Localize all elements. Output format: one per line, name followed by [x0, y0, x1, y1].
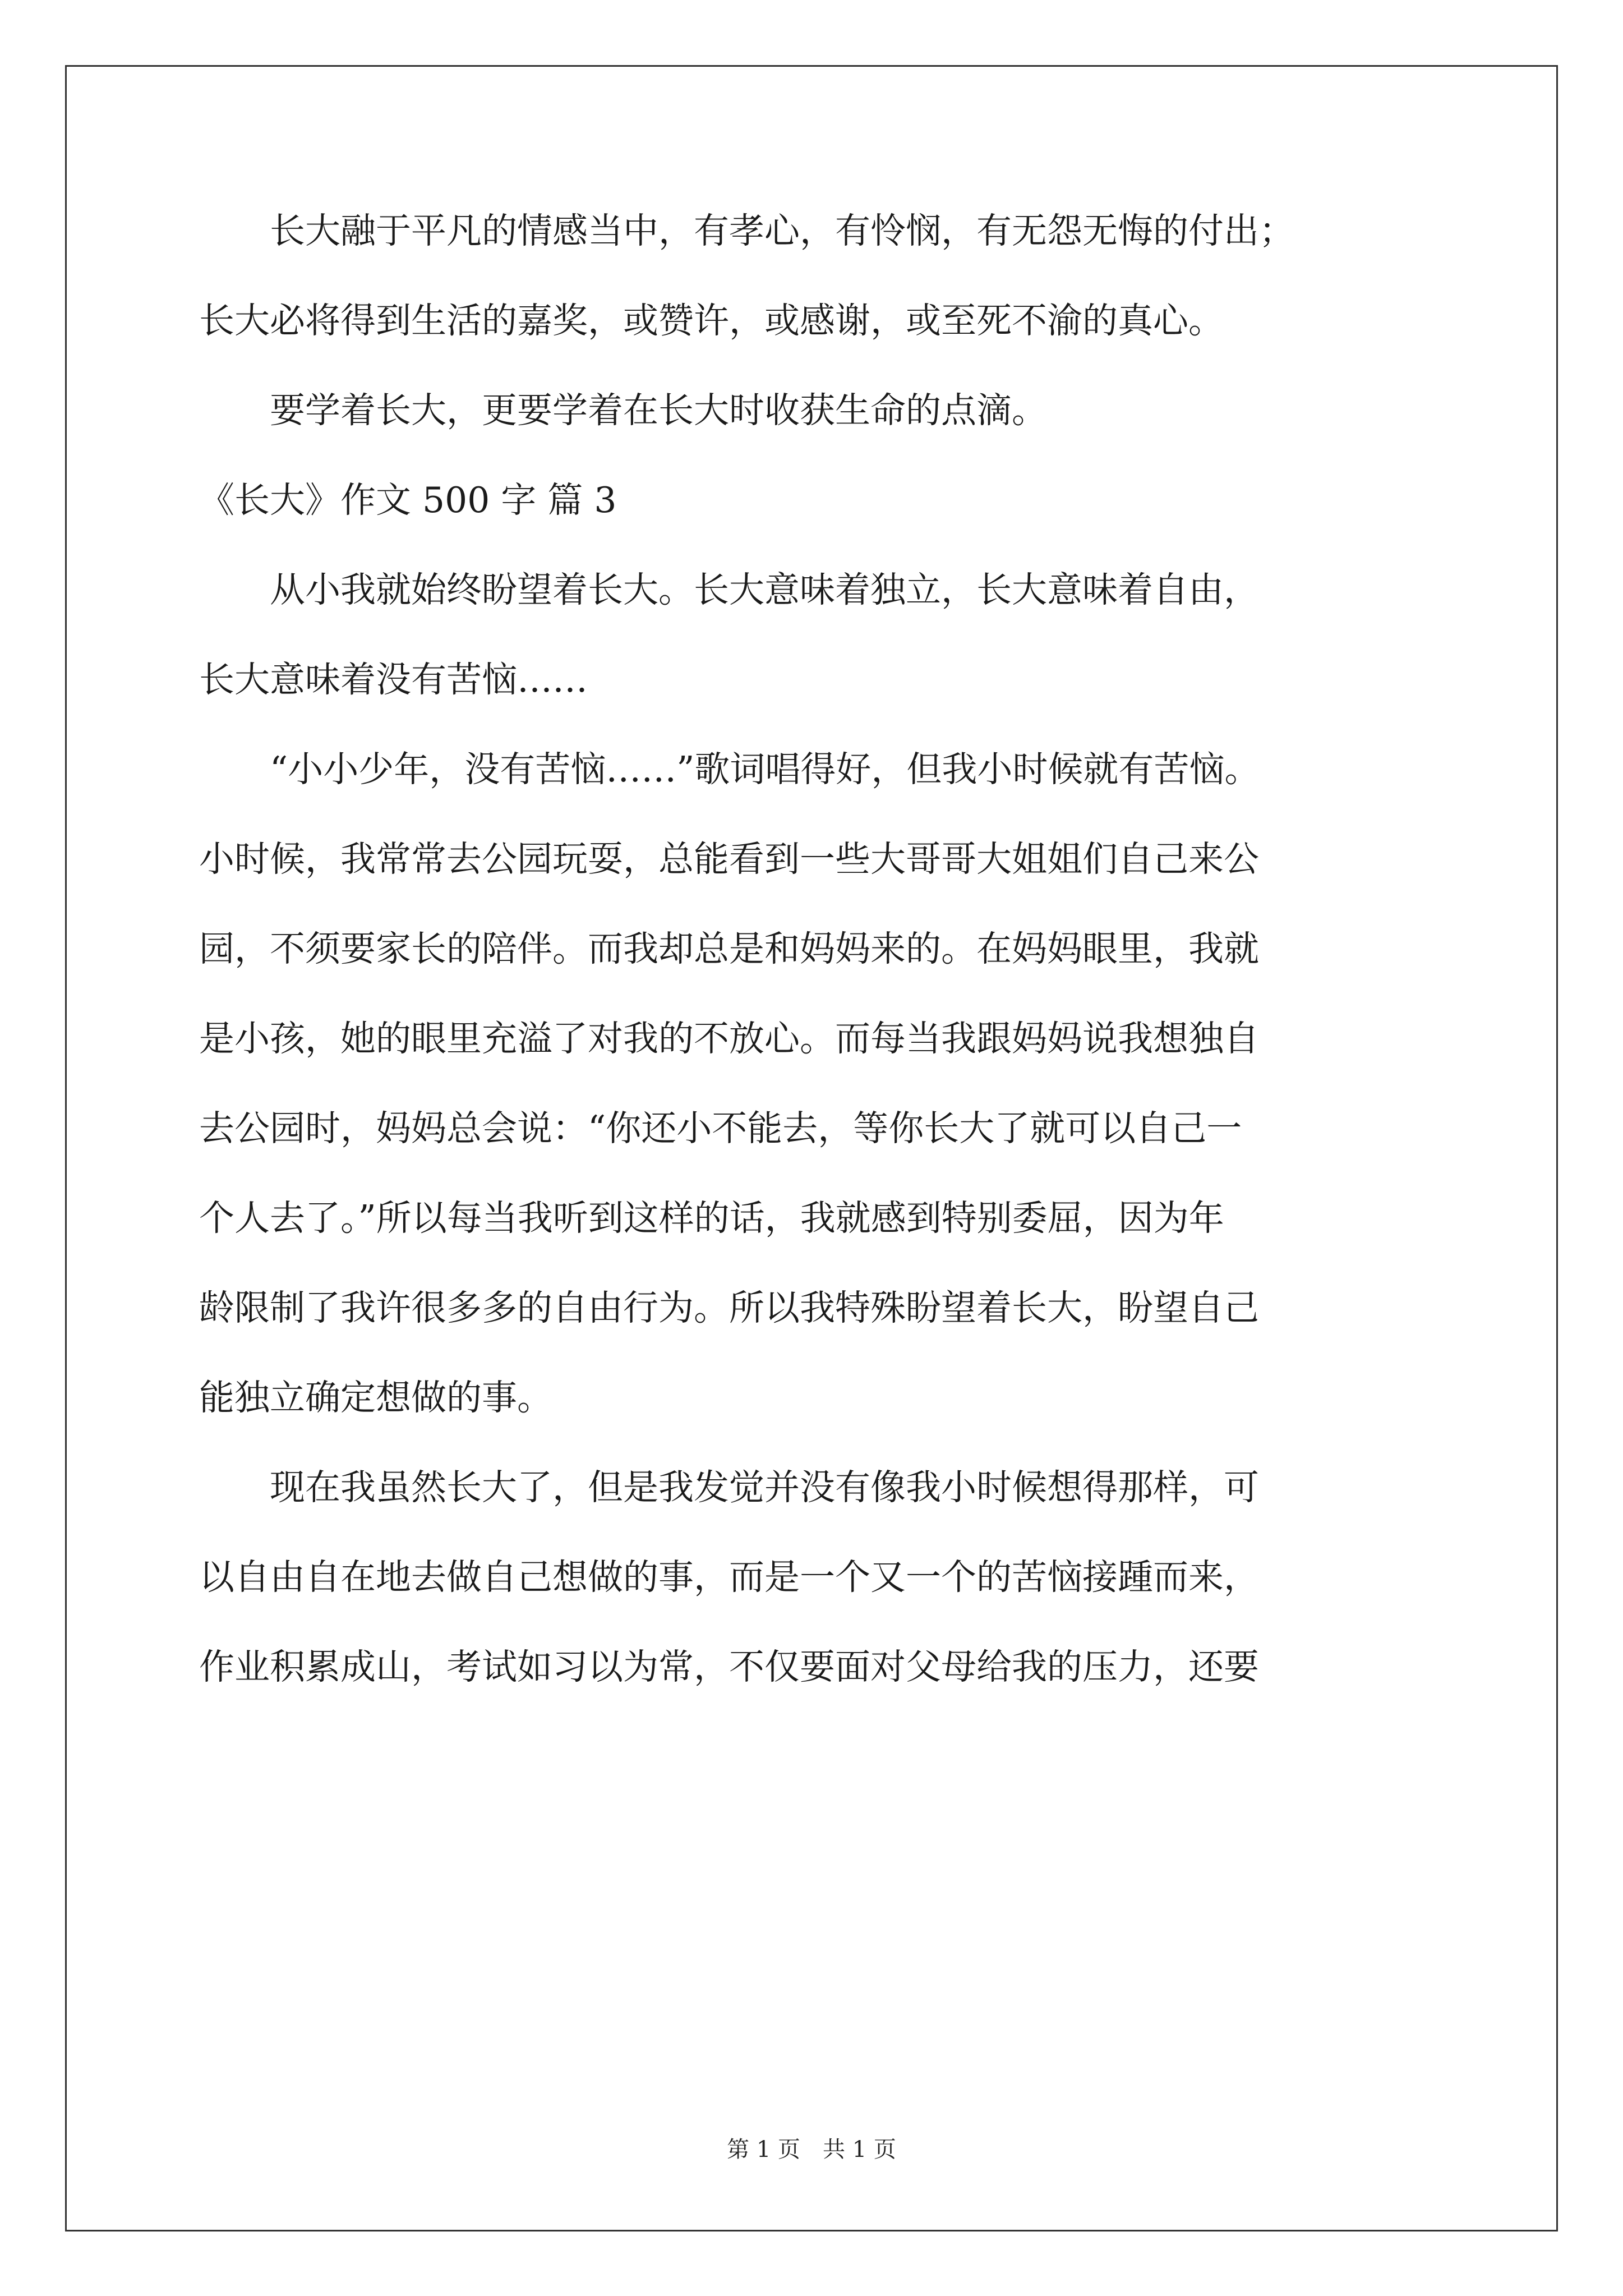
text-line: 从小我就始终盼望着长大。长大意味着独立，长大意味着自由， — [199, 569, 1259, 610]
text-line: 以自由自在地去做自己想做的事，而是一个又一个的苦恼接踵而来， — [199, 1557, 1259, 1598]
text-line: 现在我虽然长大了，但是我发觉并没有像我小时候想得那样，可 — [199, 1467, 1259, 1508]
text-line: 小时候，我常常去公园玩耍，总能看到一些大哥哥大姐姐们自己来公 — [199, 839, 1259, 880]
text-line: 作业积累成山，考试如习以为常，不仅要面对父母给我的压力，还要 — [199, 1646, 1259, 1687]
page-number-footer: 第 1 页 共 1 页 — [727, 2137, 896, 2162]
text-line: 龄限制了我许很多多的自由行为。所以我特殊盼望着长大，盼望自己 — [199, 1287, 1259, 1328]
section-heading: 《长大》作文 500 字 篇 3 — [199, 480, 617, 521]
text-line: 长大必将得到生活的嘉奖，或赞许，或感谢，或至死不渝的真心。 — [199, 300, 1224, 341]
text-line: 能独立确定想做的事。 — [199, 1377, 552, 1418]
text-line: 要学着长大，更要学着在长大时收获生命的点滴。 — [199, 390, 1047, 431]
text-line: 园，不须要家长的陪伴。而我却总是和妈妈来的。在妈妈眼里，我就 — [199, 928, 1259, 969]
text-line: 个人去了。”所以每当我听到这样的话，我就感到特别委屈，因为年 — [199, 1198, 1224, 1239]
text-line: 去公园时，妈妈总会说：“你还小不能去，等你长大了就可以自己一 — [199, 1108, 1242, 1149]
text-line: 是小孩，她的眼里充溢了对我的不放心。而每当我跟妈妈说我想独自 — [199, 1018, 1259, 1059]
text-line: 长大意味着没有苦恼…… — [199, 659, 588, 700]
text-line: “小小少年，没有苦恼……”歌词唱得好，但我小时候就有苦恼。 — [199, 749, 1260, 790]
text-line: 长大融于平凡的情感当中，有孝心，有怜悯，有无怨无悔的付出； — [199, 210, 1294, 251]
